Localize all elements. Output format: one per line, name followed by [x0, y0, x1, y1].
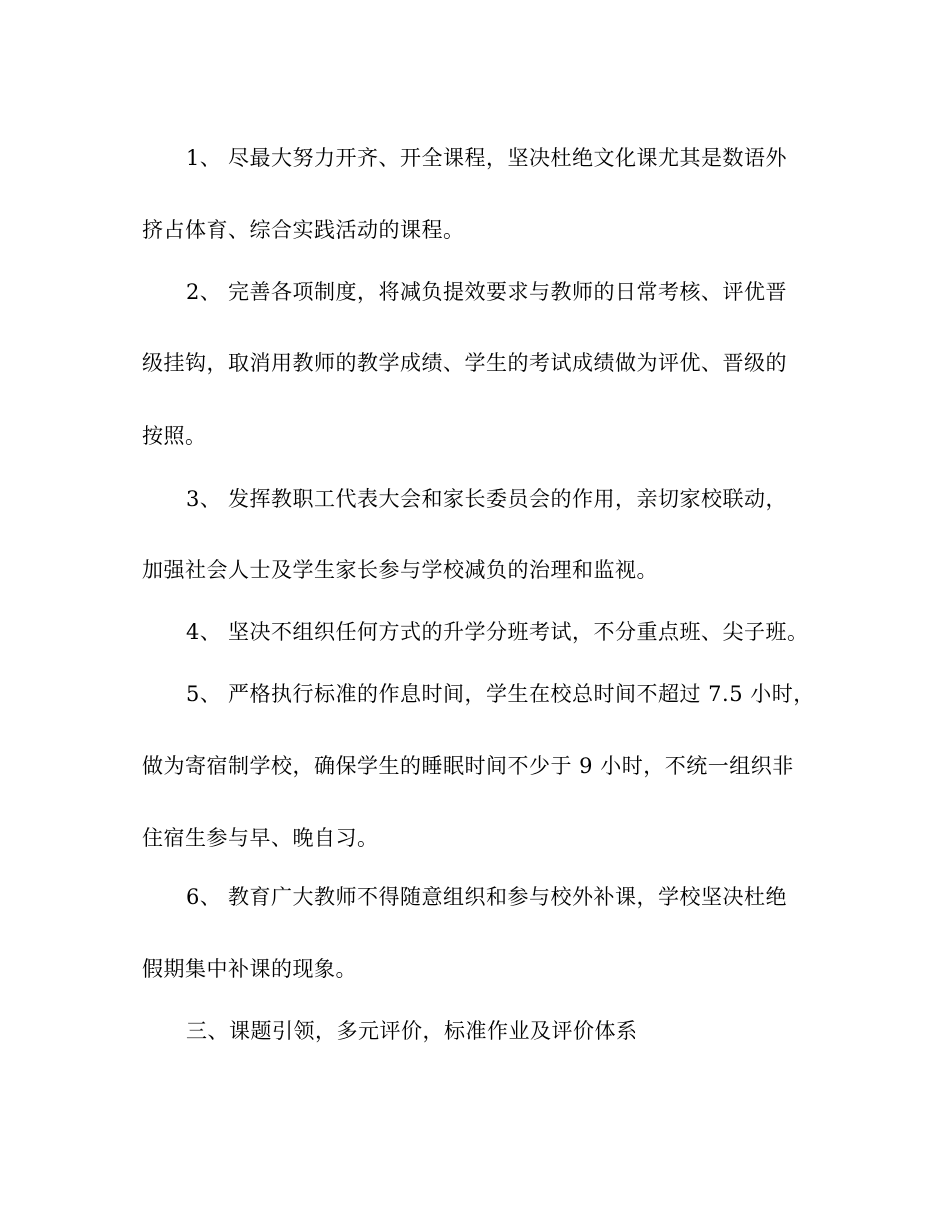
item-5-continuation-2: 住宿生参与早、晚自习。	[142, 826, 379, 850]
section-heading: 三、课题引领，多元评价，标准作业及评价体系	[186, 1019, 638, 1043]
item-2-first-line	[186, 280, 787, 304]
item-4-number: 4、	[186, 620, 222, 644]
item-1-first-line	[186, 146, 787, 170]
item-1-continuation-1: 挤占体育、综合实践活动的课程。	[142, 218, 465, 242]
item-1-text: 尽最大努力开齐、开全课程，坚决杜绝文化课尤其是数语外	[228, 146, 787, 170]
item-5-text: 严格执行标准的作息时间，学生在校总时间不超过 7.5 小时，	[228, 682, 815, 706]
item-6-continuation-1: 假期集中补课的现象。	[142, 957, 357, 981]
item-6-number: 6、	[186, 885, 222, 909]
item-2-continuation-1: 级挂钩，取消用教师的教学成绩、学生的考试成绩做为评优、晋级的	[142, 351, 787, 375]
item-4-first-line	[186, 620, 809, 644]
item-3-text: 发挥教职工代表大会和家长委员会的作用，亲切家校联动，	[228, 487, 787, 511]
item-6-text: 教育广大教师不得随意组织和参与校外补课，学校坚决杜绝	[228, 885, 787, 909]
item-2-text: 完善各项制度，将减负提效要求与教师的日常考核、评优晋	[228, 280, 787, 304]
item-2-number: 2、	[186, 280, 222, 304]
item-4-text: 坚决不组织任何方式的升学分班考试，不分重点班、尖子班。	[228, 620, 809, 644]
item-5-continuation-1: 做为寄宿制学校，确保学生的睡眠时间不少于 9 小时，不统一组织非	[142, 754, 794, 778]
item-6-first-line	[186, 885, 787, 909]
item-3-continuation-1: 加强社会人士及学生家长参与学校减负的治理和监视。	[142, 558, 658, 582]
item-5-first-line	[186, 682, 815, 706]
item-5-number: 5、	[186, 682, 222, 706]
item-2-continuation-2: 按照。	[142, 424, 207, 448]
item-3-number: 3、	[186, 487, 222, 511]
item-3-first-line	[186, 487, 787, 511]
item-1-number: 1、	[186, 146, 222, 170]
